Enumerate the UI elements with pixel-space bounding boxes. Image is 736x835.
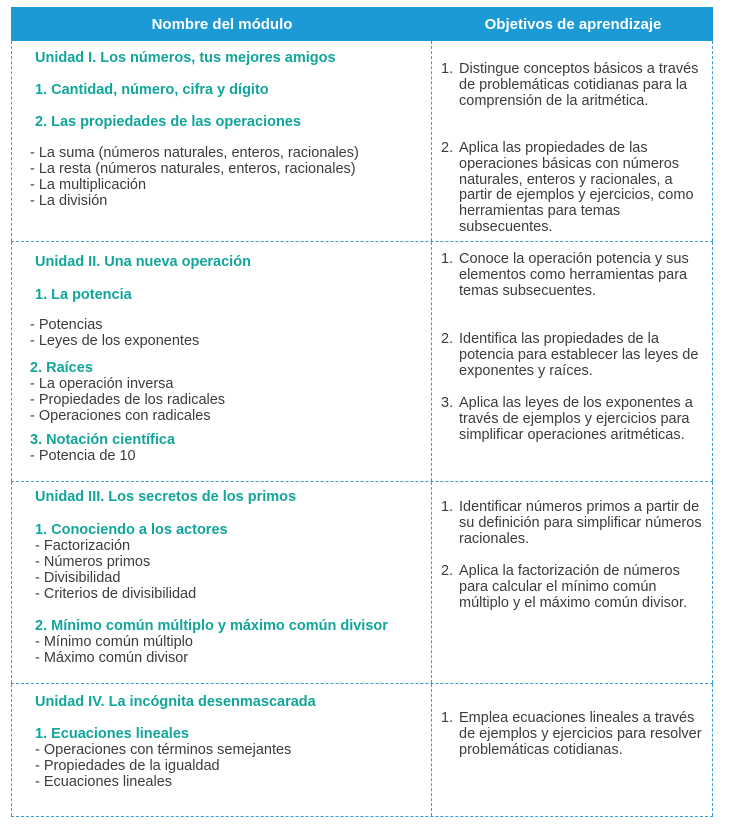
subtopic-title: 1. Conociendo a los actores <box>35 522 228 538</box>
topic-list <box>35 538 196 602</box>
list-item: - Criterios de divisibilidad <box>35 586 197 602</box>
objective-text: Identifica las propiedades de la potencia para establecer las leyes de exponentes y raíces. <box>459 331 699 379</box>
subtopic-title: 2. Las propiedades de las operaciones <box>35 114 301 130</box>
table-row <box>11 242 713 482</box>
list-item: - Leyes de los exponentes <box>30 333 200 349</box>
topic-list <box>30 376 225 424</box>
unit-title: Unidad II. Una nueva operación <box>35 254 251 270</box>
objective-number: 1. <box>441 61 454 77</box>
objective-text: Emplea ecuaciones lineales a través de ejemplos y ejercicios para resolver problemáticas cotidianas. <box>459 710 702 758</box>
list-item: - Potencias <box>30 317 103 333</box>
unit-title: Unidad I. Los números, tus mejores amigos <box>35 50 336 66</box>
list-item: - Operaciones con términos semejantes <box>35 742 292 758</box>
objectives-cell <box>432 242 713 481</box>
objective-number: 3. <box>441 395 454 411</box>
unit-title: Unidad IV. La incógnita desenmascarada <box>35 694 316 710</box>
list-item: - Divisibilidad <box>35 570 121 586</box>
objective-item <box>441 500 703 547</box>
objective-number: 1. <box>441 710 454 726</box>
objective-text: Aplica las leyes de los exponentes a través de ejemplos y ejercicios para simplificar operaciones aritméticas. <box>459 395 693 443</box>
list-item: - Operaciones con radicales <box>30 408 211 424</box>
list-item: - Propiedades de la igualdad <box>35 758 220 774</box>
subtopic-title: 1. Cantidad, número, cifra y dígito <box>35 82 269 98</box>
objectives-cell <box>432 684 713 816</box>
subtopic-title: 1. La potencia <box>35 287 132 303</box>
topic-list <box>30 145 359 209</box>
list-item: - Máximo común divisor <box>35 650 189 666</box>
unit-title: Unidad III. Los secretos de los primos <box>35 489 297 505</box>
header-learning-objectives: Objetivos de aprendizaje <box>484 15 662 33</box>
module-cell <box>11 482 432 683</box>
objective-text: Aplica las propiedades de las operaciones básicas con números naturales, enteros y racionales, a partir de ejemplos y ejercicios, como herramientas para temas subsecuentes. <box>459 140 694 235</box>
module-cell <box>11 684 432 816</box>
table-row <box>11 41 713 242</box>
objective-number: 2. <box>441 563 454 579</box>
list-item: - La resta (números naturales, enteros, racionales) <box>30 161 356 177</box>
objective-item <box>441 252 703 299</box>
subtopic-title: 3. Notación científica <box>30 432 176 448</box>
objective-item <box>441 62 703 109</box>
list-item: - La multiplicación <box>30 177 147 193</box>
topic-list <box>35 742 291 790</box>
objective-text: Conoce la operación potencia y sus elementos como herramientas para temas subsecuentes. <box>459 251 689 299</box>
objective-text: Aplica la factorización de números para calcular el mínimo común múltiplo y el máximo común divisor. <box>459 563 688 611</box>
objective-number: 2. <box>441 331 454 347</box>
list-item: - Mínimo común múltiplo <box>35 634 193 650</box>
table-row <box>11 684 713 817</box>
list-item: - Factorización <box>35 538 131 554</box>
objective-item <box>441 564 703 611</box>
objective-number: 1. <box>441 499 454 515</box>
list-item: - Ecuaciones lineales <box>35 774 173 790</box>
subtopic-title: 2. Raíces <box>30 360 93 376</box>
topic-list <box>30 317 199 349</box>
module-table <box>11 7 713 817</box>
subtopic-title: 2. Mínimo común múltiplo y máximo común divisor <box>35 618 388 634</box>
list-item: - Potencia de 10 <box>30 448 136 464</box>
topic-list <box>30 448 136 464</box>
objectives-cell <box>432 482 713 683</box>
subtopic-title: 1. Ecuaciones lineales <box>35 726 189 742</box>
objective-text: Distingue conceptos básicos a través de problemáticas cotidianas para la comprensión de la aritmética. <box>459 61 699 109</box>
objective-number: 2. <box>441 140 454 156</box>
objective-text: Identificar números primos a partir de su definición para simplificar números racionales. <box>459 499 702 547</box>
objective-item <box>441 332 703 379</box>
objective-item <box>441 711 703 758</box>
list-item: - Números primos <box>35 554 151 570</box>
objective-item <box>441 396 703 443</box>
list-item: - Propiedades de los radicales <box>30 392 226 408</box>
list-item: - La división <box>30 193 108 209</box>
table-header <box>11 7 713 41</box>
objective-item <box>441 141 703 236</box>
list-item: - La suma (números naturales, enteros, racionales) <box>30 145 359 161</box>
objectives-cell <box>432 41 713 241</box>
list-item: - La operación inversa <box>30 376 174 392</box>
table-row <box>11 482 713 684</box>
header-module-name: Nombre del módulo <box>151 15 293 33</box>
module-cell <box>11 242 432 481</box>
module-cell <box>11 41 432 241</box>
objective-number: 1. <box>441 251 454 267</box>
topic-list <box>35 634 193 666</box>
